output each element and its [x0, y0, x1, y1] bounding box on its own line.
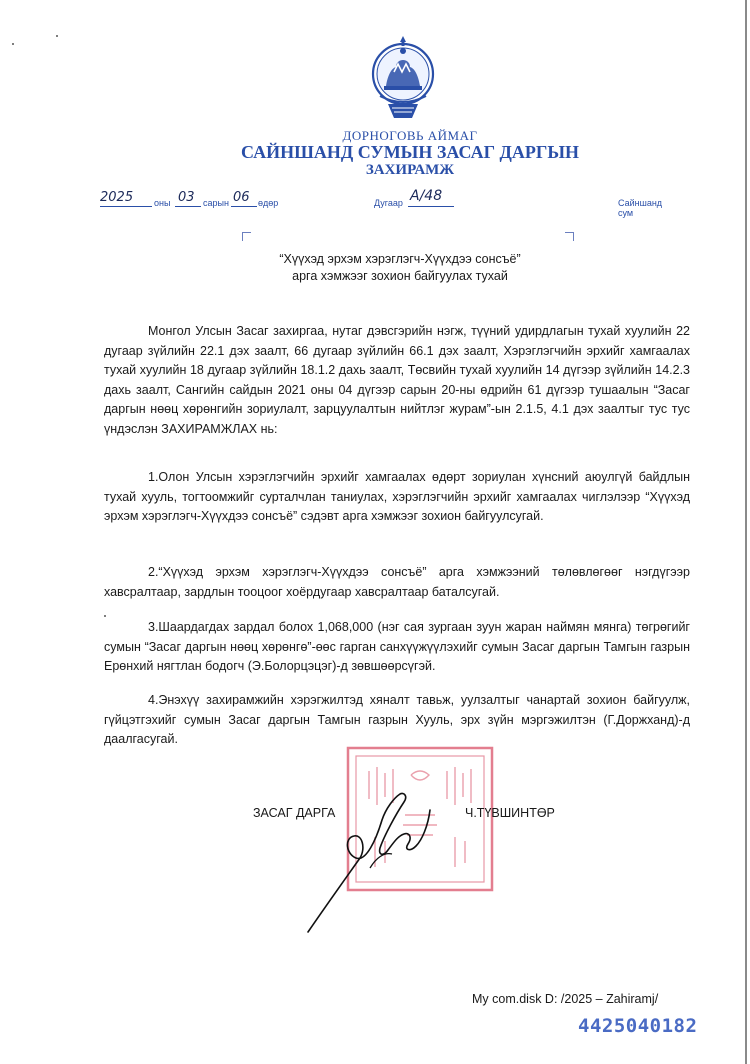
- month-underline: [175, 206, 201, 207]
- scan-speck: [12, 43, 14, 45]
- signatory-name: Ч.ТҮВШИНТӨР: [465, 806, 555, 820]
- preamble-paragraph: Монгол Улсын Засаг захиргаа, нутаг дэвсгэрийн нэгж, түүний удирдлагын тухай хуулийн 22 дугаар зүйлийн 22.1 дэх заалт, 66 дугаар зүйлийн 66.1 дэх заалт, Хэрэглэгчийн эрхийг хамгаалах тухай хуулийн 18 дугаар зүйлийн 18.1.2 дахь заалт, Төсвийн тухай хуулийн 14 дүгээр зүйлийн 14.2.3 дахь заалт, Сангийн сайдын 2021 оны 04 дүгээр сарын 20-ны өдрийн 61 дүгээр тушаалын “Засаг даргын нөөц хөрөнгийн зориулалт, зарцуулалтын нийтлэг журам”-ын 2.1.5, 4.1 дэх заалтыг тус тус үндэслэн ЗАХИРАМЖЛАХ нь:: [104, 324, 690, 436]
- scan-speck: [56, 35, 58, 37]
- number-underline: [408, 206, 454, 207]
- order-title-line-2: арга хэмжээг зохион байгуулах тухай: [292, 269, 508, 283]
- scan-speck: [104, 615, 106, 617]
- day-underline: [231, 206, 257, 207]
- year-value: 2025: [100, 190, 134, 205]
- year-underline: [100, 206, 152, 207]
- order-item-3: 3.Шаардагдах зардал болох 1,068,000 (нэг сая зургаан зуун жаран наймян мянга) төгрөгийг сумын “Засаг даргын нөөц хөрөнгө”-өөс гарган санхүүжүүлэхийг сумын Засаг даргын Тамгын газрын Ерөнхий нягтлан бодогч (Э.Болорцэцэг)-д зөвшөөрсүгэй.: [104, 620, 690, 673]
- mongolia-emblem-icon: [370, 34, 436, 124]
- document-number: А/48: [410, 188, 443, 204]
- signatory-title: ЗАСАГ ДАРГА: [253, 806, 336, 820]
- month-value: 03: [178, 190, 195, 205]
- handwritten-signature: [300, 780, 450, 940]
- order-item-1: 1.Олон Улсын хэрэглэгчийн эрхийг хамгаалах өдөрт зориулан хүнсний аюулгүй байдлын тухай хууль, тогтоомжийг сурталчлан таниулах, хэрэглэгчийн эрхийг хамгаалах чиглэлээр “Хүүхэд эрхэм хэрэглэгч-Хүүхдээ сонсъё” сэдэвт арга хэмжээг зохион байгуулсугай.: [104, 470, 690, 523]
- order-item-2: 2.“Хүүхэд эрхэм хэрэглэгч-Хүүхдээ сонсъё” арга хэмжээний төлөвлөгөөг нэгдүгээр хавсралтаар, зардлын тооцоог хоёрдугаар хавсралтаар баталсугай.: [104, 565, 690, 599]
- aimag-name: ДОРНОГОВЬ АЙМАГ: [342, 128, 478, 143]
- title-corner-mark: [242, 232, 251, 241]
- document-serial-number: 4425040182: [578, 1015, 698, 1037]
- order-item-4: 4.Энэхүү захирамжийн хэрэгжилтэд хяналт тавьж, уулзалтыг чанартай зохион байгуулж, гүйцэтгэхийг сумын Засаг даргын Тамгын газрын Хууль, эрх зүйн мэргэжилтэн (Г.Доржханд)-д даалгасугай.: [104, 693, 690, 746]
- issuing-office: САЙНШАНД СУМЫН ЗАСАГ ДАРГЫН: [240, 142, 580, 162]
- order-title: [250, 251, 550, 285]
- title-corner-mark: [565, 232, 574, 241]
- file-path-note: My com.disk D: /2025 – Zahiramj/: [472, 992, 659, 1006]
- order-title-line-1: “Хүүхэд эрхэм хэрэглэгч-Хүүхдээ сонсъё”: [279, 252, 521, 266]
- day-value: 06: [233, 190, 250, 205]
- document-type: ЗАХИРАМЖ: [365, 162, 455, 178]
